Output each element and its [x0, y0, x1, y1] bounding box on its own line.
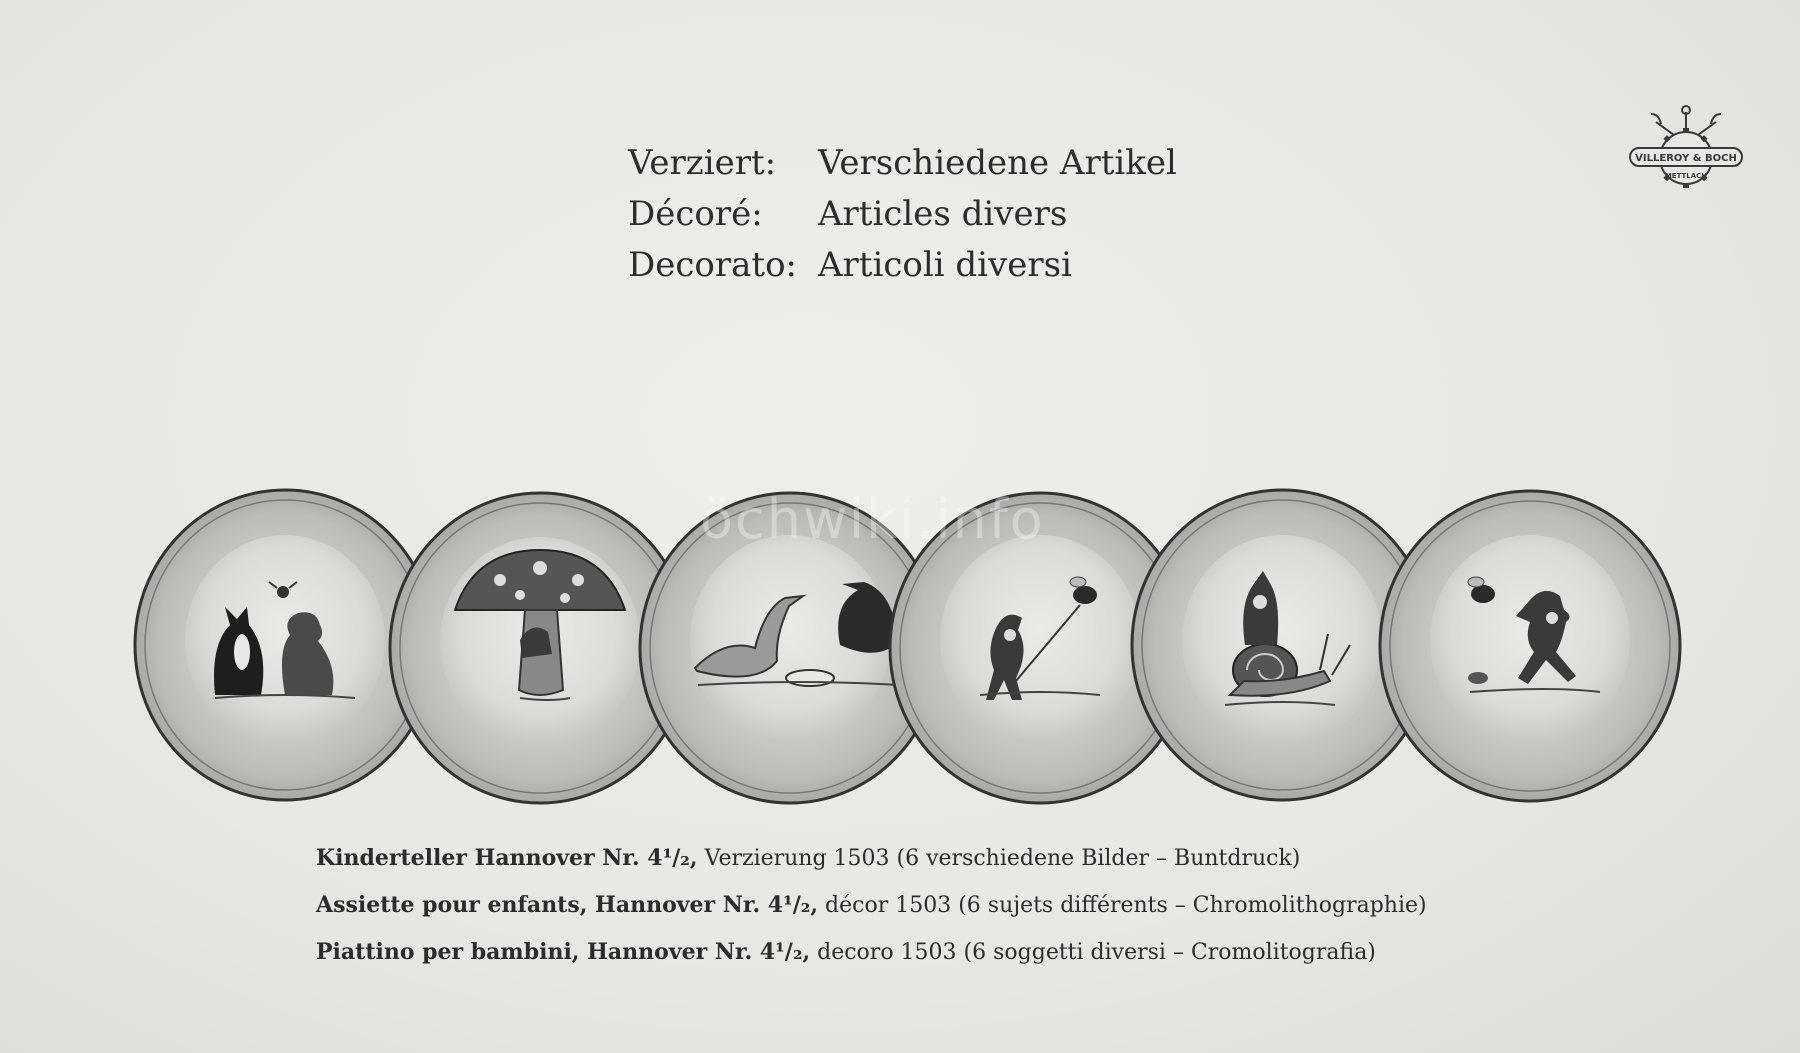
heading-key: Décoré: — [628, 194, 763, 234]
logo-top-text: VILLEROY & BOCH — [1635, 153, 1737, 164]
caption-bold: Assiette pour enfants, Hannover Nr. 4¹/₂, — [316, 892, 819, 918]
caption-italian — [316, 929, 1427, 976]
heading-value: Articoli diversi — [818, 245, 1072, 285]
watermark-text: öchwiki.info — [700, 488, 1045, 551]
plate-6 — [1380, 491, 1680, 801]
heading-value: Verschiedene Artikel — [818, 143, 1177, 183]
caption-rest: Verzierung 1503 (6 verschiedene Bilder – Buntdruck) — [697, 846, 1301, 871]
heading-row-french — [628, 189, 1177, 240]
heading-block — [628, 138, 1177, 291]
caption-german — [316, 835, 1427, 882]
caption-bold: Kinderteller Hannover Nr. 4¹/₂, — [316, 845, 698, 871]
heading-key: Verziert: — [628, 143, 777, 183]
caption-block — [316, 835, 1427, 976]
heading-key: Decorato: — [628, 245, 798, 285]
logo-bottom-text: METTLACH — [1664, 172, 1708, 180]
caption-rest: décor 1503 (6 sujets différents – Chromolithographie) — [818, 893, 1427, 918]
heading-row-german — [628, 138, 1177, 189]
caption-french — [316, 882, 1427, 929]
heading-value: Articles divers — [818, 194, 1068, 234]
caption-rest: decoro 1503 (6 soggetti diversi – Cromolitografia) — [810, 940, 1376, 965]
villeroy-boch-logo-icon — [1626, 100, 1746, 200]
caption-bold: Piattino per bambini, Hannover Nr. 4¹/₂, — [316, 939, 811, 965]
heading-row-italian — [628, 240, 1177, 291]
